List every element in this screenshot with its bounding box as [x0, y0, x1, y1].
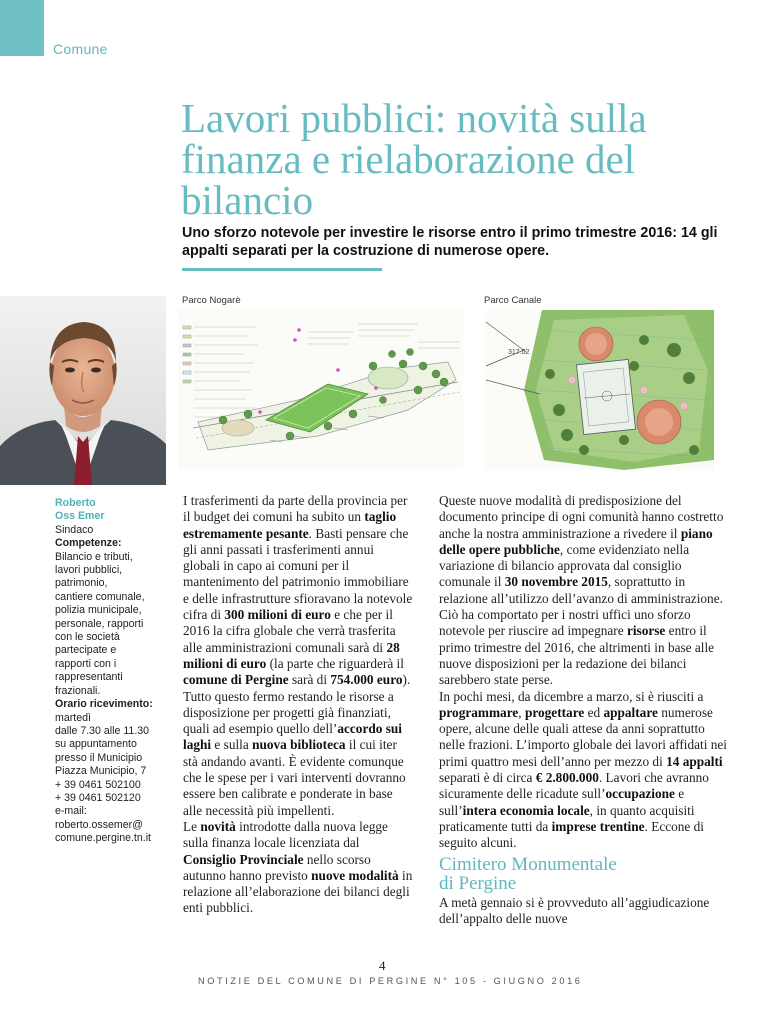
text-run: I trasferimenti da parte della provincia per il budget dei comuni ha subito un	[183, 493, 408, 525]
article-column-2	[439, 493, 729, 927]
text-run: numerose opere, alcune delle quali attese da anni soprattutto nelle frazioni. L’importo globale dei lavori affidati nei primi quattro mesi dell’anno per mezzo di	[439, 704, 728, 769]
orario-label: Orario ricevimento:	[55, 698, 153, 711]
text-run: Ciò ha comportato per i nostri uffici uno sforzo notevole per riuscire ad impegnare	[439, 607, 691, 639]
text-run: . Lavori che avranno sicuramente delle ricadute sull’	[439, 770, 709, 802]
bold-text: 300 milioni di euro	[224, 607, 331, 623]
caption-parco-nogare: Parco Nogarè	[182, 295, 241, 306]
sidebar-line: partecipate e	[55, 644, 117, 657]
sindaco-name-line2: Oss Emer	[55, 510, 105, 523]
text-run: sarà di	[288, 672, 331, 688]
sidebar-line: + 39 0461 502120	[55, 791, 141, 804]
text-run: In pochi mesi, da dicembre a marzo, si è riusciti a	[439, 688, 704, 704]
sindaco-info-sidebar	[55, 497, 165, 846]
sidebar-line: martedì	[55, 711, 91, 724]
text-run: separati è di circa	[439, 770, 536, 786]
page-number: 4	[379, 958, 386, 973]
column1-paragraph-1	[183, 493, 413, 819]
column2-paragraph-3	[439, 689, 729, 852]
orario-list	[55, 712, 165, 846]
sindaco-name-line1: Roberto	[55, 497, 96, 509]
subheading-line2: di Pergine	[439, 872, 517, 894]
article-column-1	[183, 493, 413, 917]
competenze-label: Competenze:	[55, 537, 122, 550]
competenze-list	[55, 551, 165, 698]
article-title: Lavori pubblici: novità sulla finanza e rielaborazione del bilancio	[181, 95, 647, 223]
parco-nogare-plan-image	[178, 310, 463, 470]
subheading-cimitero	[439, 855, 729, 893]
bold-text: 754.000 euro	[330, 672, 403, 688]
bold-text: progettare	[524, 704, 585, 720]
sidebar-line: cantiere comunale,	[55, 590, 145, 603]
bold-text: appaltare	[603, 704, 658, 720]
sidebar-line: presso il Municipio	[55, 751, 143, 764]
sidebar-line: comune.pergine.tn.it	[55, 832, 151, 845]
sidebar-line: frazionali.	[55, 684, 101, 697]
sidebar-line: rappresentanti	[55, 671, 123, 684]
corner-accent-block	[0, 0, 44, 56]
text-run: ed	[584, 704, 604, 720]
bold-text: 28 milioni di euro	[183, 639, 400, 671]
sidebar-line: con le società	[55, 631, 120, 644]
bold-text: Consiglio Provinciale	[183, 851, 304, 867]
sidebar-line: personale, rapporti	[55, 617, 144, 630]
bold-text: 30 novembre 2015	[504, 574, 608, 590]
bold-text: risorse	[626, 623, 666, 639]
text-run: . Eccone di seguito alcuni.	[439, 818, 704, 851]
sidebar-line: polizia municipale,	[55, 604, 142, 617]
text-run: e sulla	[211, 737, 253, 753]
title-divider	[182, 268, 382, 271]
text-run: ,	[518, 704, 525, 720]
text-run: , soprattutto in relazione all’utilizzo dell’avanzo di amministrazione.	[439, 574, 723, 606]
sidebar-line: patrimonio,	[55, 577, 108, 590]
sidebar-line: dalle 7.30 alle 11.30	[55, 724, 150, 737]
text-run: e che per il 2016 la cifra globale che verrà trasferita alle amministrazioni comunali sarà di	[183, 607, 396, 655]
bold-text: piano delle opere pubbliche	[439, 525, 713, 557]
text-run: Queste nuove modalità di predisposizione del documento principe di ogni comunità hanno costretto anche la nostra amministrazione a rivedere il	[439, 493, 724, 541]
sidebar-line: su appuntamento	[55, 738, 137, 751]
bold-text: programmare	[439, 704, 519, 720]
bold-text: intera economia locale	[462, 802, 590, 818]
sidebar-line: roberto.ossemer@	[55, 818, 143, 831]
sidebar-line: lavori pubblici,	[55, 564, 123, 577]
bold-text: imprese trentine	[551, 818, 645, 834]
bold-text: comune di Pergine	[183, 672, 289, 688]
bold-text: nuove modalità	[311, 867, 399, 883]
sindaco-portrait-photo	[0, 296, 166, 485]
bold-text: occupazione	[605, 786, 675, 802]
text-run: entro il primo trimestre del 2016, che altrimenti in base alle nuove disposizioni per la redazione dei bilanci sarebbero state perse.	[439, 623, 715, 688]
column2-paragraph-2	[439, 607, 729, 688]
text-run: ). Tutto questo fermo restando le risorse a disposizione per progetti già finanziati, quali ad esempio quello dell’	[183, 672, 411, 737]
text-run: , come evidenziato nella variazione di bilancio approvata dal consiglio comunale il	[439, 541, 690, 590]
publication-footer: NOTIZIE DEL COMUNE DI PERGINE N° 105 - GIUGNO 2016	[198, 976, 583, 986]
column1-paragraph-2	[183, 819, 413, 917]
bold-text: 14 appalti	[666, 753, 723, 769]
text-run: introdotte dalla nuova legge sulla finanza locale licenziata dal	[183, 818, 388, 851]
text-run: il cui iter stà andando avanti. È evidente comunque che le spese per i vari interventi dovranno essere ben calibrate e ponderate in base alle necessità più impellenti.	[183, 737, 406, 818]
bold-text: taglio estremamente pesante	[183, 509, 397, 541]
bold-text: nuova biblioteca	[252, 737, 346, 753]
text-run: nello scorso autunno hanno previsto	[183, 851, 371, 883]
canale-plan-elevation-label: 317.02	[508, 349, 530, 356]
bold-text: novità	[200, 818, 236, 834]
column2-paragraph-4	[439, 895, 729, 928]
sidebar-line: Bilancio e tributi,	[55, 550, 133, 563]
text-run: . Basti pensare che gli anni passati i trasferimenti annui globali in capo ai comuni per il mantenimento del patrimonio immobiliare e delle infrastrutture sfioravano la notevole cifra di	[183, 525, 413, 623]
sidebar-line: rapporti con i	[55, 657, 117, 670]
section-label: Comune	[53, 41, 108, 57]
sidebar-line: e-mail:	[55, 805, 87, 818]
text-run: Le	[183, 818, 201, 834]
text-run: A metà gennaio si è provveduto all’aggiudicazione dell’appalto delle nuove	[439, 894, 710, 926]
parco-canale-plan-image	[484, 310, 714, 470]
column2-paragraph-1	[439, 493, 729, 607]
sindaco-role: Sindaco	[55, 523, 94, 536]
subheading-line1: Cimitero Monumentale	[439, 853, 617, 875]
caption-parco-canale: Parco Canale	[484, 295, 542, 306]
text-run: e sull’	[439, 786, 685, 818]
text-run: (la parte che riguarderà il	[266, 655, 404, 671]
sidebar-line: + 39 0461 502100	[55, 778, 141, 791]
sindaco-portrait-drawing	[0, 296, 166, 485]
bold-text: € 2.800.000	[535, 770, 599, 786]
article-subtitle: Uno sforzo notevole per investire le risorse entro il primo trimestre 2016: 14 gli appalti separati per la costruzione di numerose opere.	[182, 225, 718, 259]
bold-text: accordo sui laghi	[183, 721, 402, 753]
text-run: , in quanto acquisiti praticamente tutti da	[439, 802, 695, 834]
parco-canale-plan-drawing	[484, 310, 714, 470]
parco-nogare-plan-drawing	[178, 310, 463, 470]
sidebar-line: Piazza Municipio, 7	[55, 765, 147, 778]
text-run: in relazione all’elaborazione dei bilanci degli enti pubblici.	[183, 867, 413, 916]
